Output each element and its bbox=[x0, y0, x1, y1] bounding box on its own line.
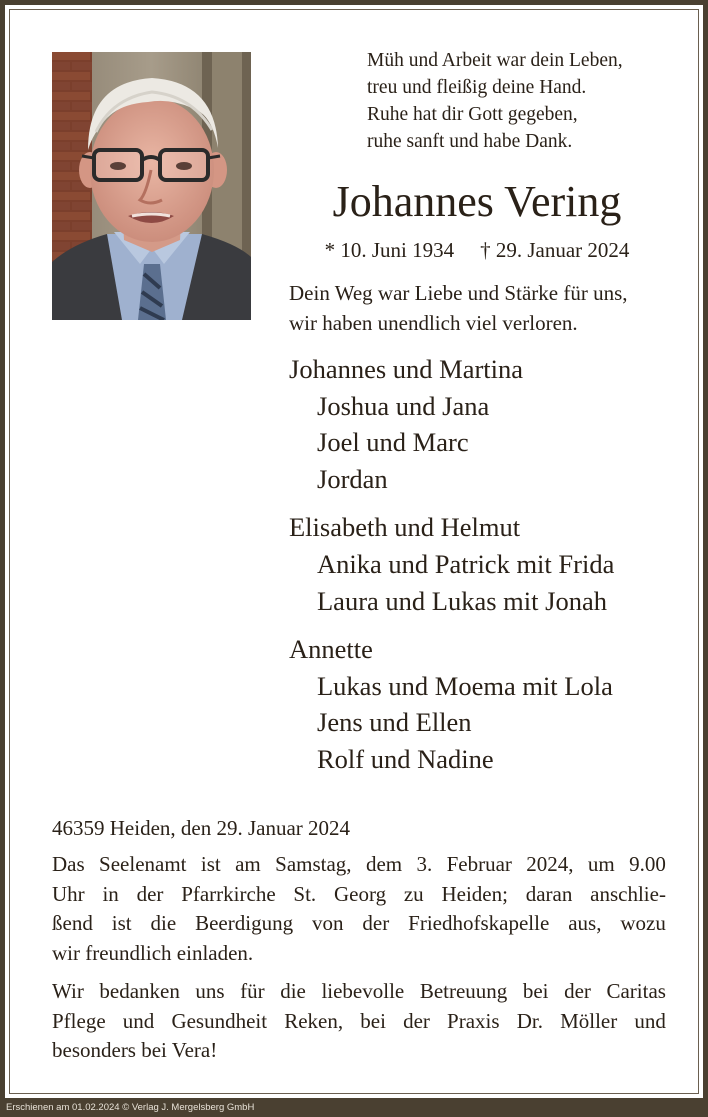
family-member: Joshua und Jana bbox=[317, 390, 490, 421]
word: ist bbox=[200, 852, 221, 876]
thanks-line bbox=[52, 1007, 666, 1037]
word: Das bbox=[52, 852, 85, 876]
word: 9.00 bbox=[629, 852, 666, 876]
family-group bbox=[289, 351, 689, 497]
word: Seelenamt bbox=[99, 852, 187, 876]
word: daran bbox=[525, 881, 573, 906]
family-member: Rolf und Nadine bbox=[317, 743, 494, 774]
word: die bbox=[280, 979, 306, 1003]
verse-line: ruhe sanft und habe Dank. bbox=[367, 131, 573, 152]
family-member: Jordan bbox=[317, 463, 388, 494]
obituary-card bbox=[5, 5, 703, 1098]
family-member: Lukas und Moema mit Lola bbox=[317, 670, 613, 701]
word: 3. bbox=[416, 852, 433, 876]
word: dem bbox=[365, 852, 403, 876]
word: uns bbox=[195, 979, 225, 1003]
word: wozu bbox=[620, 911, 666, 935]
word: Gesundheit bbox=[171, 1008, 268, 1033]
word: aus, bbox=[568, 911, 602, 935]
word: der bbox=[362, 911, 390, 935]
service-line bbox=[52, 880, 666, 910]
word: der bbox=[136, 881, 164, 906]
place-and-date: 46359 Heiden, den 29. Januar 2024 bbox=[52, 816, 351, 840]
word: und bbox=[122, 1008, 155, 1033]
word: der bbox=[564, 979, 591, 1003]
word: Möller bbox=[560, 1008, 618, 1033]
word: Pflege bbox=[52, 1008, 106, 1033]
word: bei bbox=[360, 1008, 386, 1033]
word: in bbox=[102, 881, 119, 906]
word: Wir bbox=[52, 979, 84, 1003]
word: die bbox=[150, 911, 177, 935]
family-member: Laura und Lukas mit Jonah bbox=[317, 585, 607, 616]
word: Beerdigung bbox=[195, 911, 294, 935]
publication-footer: Erschienen am 01.02.2024 © Verlag J. Mergelsberg GmbH bbox=[6, 1102, 255, 1113]
family-head: Annette bbox=[289, 634, 373, 665]
word: Georg bbox=[333, 881, 387, 906]
thanks-line: besonders bei Vera! bbox=[52, 1038, 218, 1062]
word: bedanken bbox=[99, 979, 180, 1003]
portrait-illustration bbox=[52, 52, 251, 320]
family-head: Johannes und Martina bbox=[289, 354, 524, 384]
family-member: Jens und Ellen bbox=[317, 707, 472, 738]
word: Reken, bbox=[284, 1008, 344, 1033]
word: Samstag, bbox=[275, 852, 352, 876]
word: ist bbox=[111, 911, 132, 935]
word: zu bbox=[403, 881, 424, 906]
word: Betreuung bbox=[419, 979, 508, 1003]
word: ßend bbox=[52, 911, 93, 935]
mourners-list bbox=[289, 351, 689, 790]
family-head: Elisabeth und Helmut bbox=[289, 512, 521, 543]
word: und bbox=[634, 1008, 666, 1033]
thanks-line bbox=[52, 977, 666, 1007]
word: Uhr bbox=[52, 881, 85, 906]
word: Heiden; bbox=[441, 881, 508, 906]
life-dates bbox=[289, 235, 665, 265]
family-group bbox=[289, 509, 689, 619]
quote-line: wir haben unendlich viel verloren. bbox=[289, 311, 578, 335]
word: Februar bbox=[446, 852, 512, 876]
word: von bbox=[312, 911, 344, 935]
service-line bbox=[52, 909, 666, 939]
family-member: Anika und Patrick mit Frida bbox=[317, 548, 615, 579]
family-member: Joel und Marc bbox=[317, 427, 469, 458]
service-announcement bbox=[52, 850, 666, 968]
word: Praxis bbox=[447, 1008, 500, 1033]
word: Friedhofskapelle bbox=[408, 911, 550, 935]
word: Caritas bbox=[606, 979, 666, 1003]
family-group bbox=[289, 631, 689, 777]
word: Pfarrkirche bbox=[181, 881, 276, 906]
word: Dr. bbox=[516, 1008, 543, 1033]
service-line: wir freundlich einladen. bbox=[52, 940, 254, 965]
word: um bbox=[587, 852, 615, 876]
verse-line: Ruhe hat dir Gott gegeben, bbox=[367, 104, 578, 125]
word: bei bbox=[522, 979, 549, 1003]
verse-line: treu und fleißig deine Hand. bbox=[367, 77, 587, 98]
word: 2024, bbox=[526, 852, 574, 876]
tribute-quote bbox=[289, 278, 689, 338]
word: St. bbox=[293, 881, 317, 906]
word: der bbox=[403, 1008, 430, 1033]
death-date: † 29. Januar 2024 bbox=[480, 238, 630, 262]
deceased-name: Johannes Vering bbox=[332, 177, 622, 226]
word: am bbox=[235, 852, 261, 876]
birth-date: * 10. Juni 1934 bbox=[324, 238, 455, 262]
verse-line: Müh und Arbeit war dein Leben, bbox=[367, 50, 623, 71]
word: für bbox=[240, 979, 265, 1003]
quote-line: Dein Weg war Liebe und Stärke für uns, bbox=[289, 281, 628, 305]
word: anschlie- bbox=[590, 881, 666, 906]
thanks-note bbox=[52, 977, 666, 1066]
memorial-verse bbox=[367, 47, 687, 155]
word: liebevolle bbox=[321, 979, 405, 1003]
service-line bbox=[52, 850, 666, 880]
portrait-photo bbox=[52, 52, 251, 320]
